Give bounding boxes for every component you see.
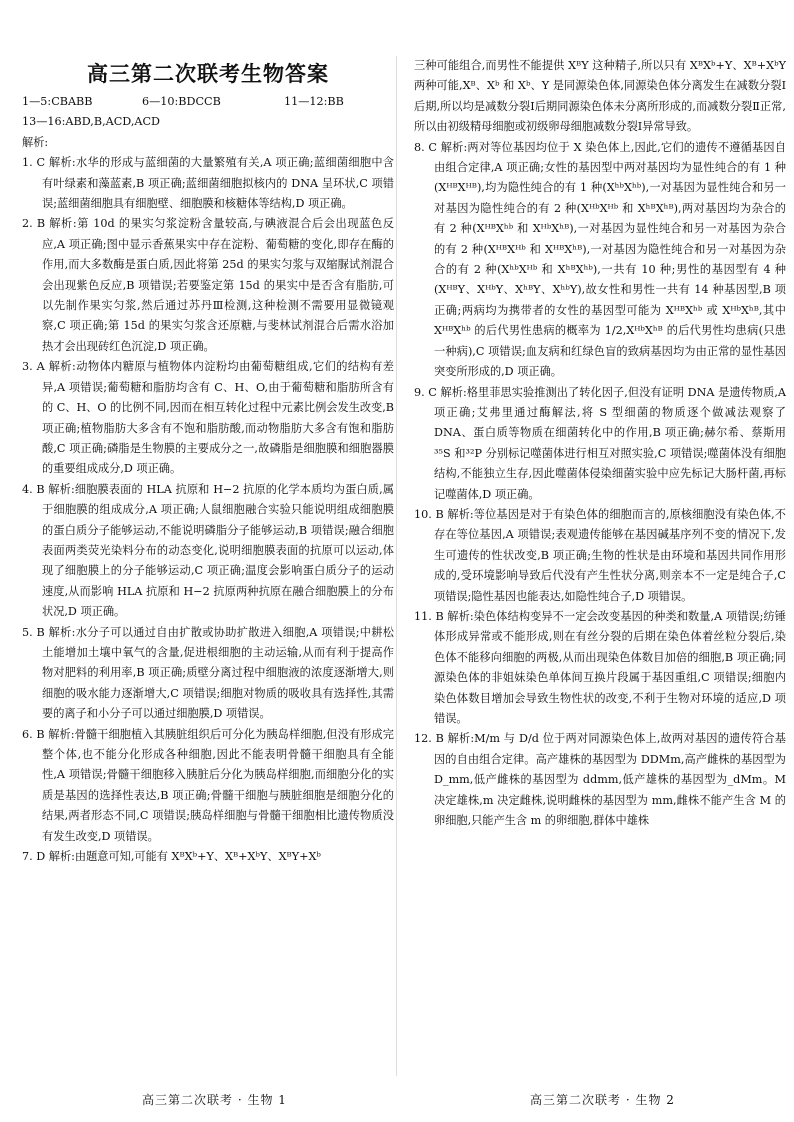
analysis-item-11: 11. B 解析:染色体结构变异不一定会改变基因的种类和数量,A 项错误;纺锤体形成异常或不能形成,则在有丝分裂的后期在染色体着丝粒分裂后,染色体不能移向细胞的两极,从而出现染色体数目加倍的细胞,B 项正确;同源染色体的非姐妹染色单体间互换片段属于基因重组,C 项错误;细胞内染色体数目增加会导致生物性状的改变,不利于生物对环境的适应,D 项错误。 [414, 609, 786, 725]
column-divider [396, 56, 397, 1076]
analysis-item-3: 3. A 解析:动物体内糖原与植物体内淀粉均由葡萄糖组成,它们的结构有差异,A 项错误;葡萄糖和脂肪均含有 C、H、O,由于葡萄糖和脂肪所含有的 C、H、O 的比例不同,因而在相互转化过程中元素比例会发生改变,B 项正确;植物脂肪大多含有不饱和脂肪酸,而动物脂肪大多含有饱和脂肪酸,C 项正确;磷脂是生物膜的主要成分之一,故磷脂是细胞膜和细胞器膜的重要组成成分,D 项正确。 [22, 360, 394, 476]
analysis-item-7-continued: 三种可能组合,而男性不能提供 XᴮY 这种精子,所以只有 XᴮXᵇ+Y、Xᴮ+XᵇY 两种可能,Xᴮ、Xᵇ 和 Xᵇ、Y 是同源染色体,同源染色体分离发生在减数分裂Ⅰ后期,所以均是减数分裂Ⅰ后期同源染色体未分离所形成的,而减数分裂Ⅱ正常,所以由初级精母细胞或初级卵母细胞减数分裂Ⅰ异常导致。 [414, 59, 786, 134]
analysis-item-2: 2. B 解析:第 10d 的果实匀浆淀粉含量较高,与碘液混合后会出现蓝色反应,A 项正确;图中显示香蕉果实中存在淀粉、葡萄糖的变化,即存在酶的作用,而大多数酶是蛋白质,因此将第 25d 的果实匀浆与双缩脲试剂混合会出现紫色反应,B 项错误;若要鉴定第 15d 的果实中是否含有脂肪,可以先制作果实匀浆,然后通过苏丹Ⅲ检测,这种检测不需要用显微镜观察,C 项正确;第 15d 的果实匀浆含还原糖,与斐林试剂混合后需水浴加热才会出现砖红色沉淀,D 项正确。 [22, 217, 394, 353]
footer-page-2: 高三第二次联考 · 生物 2 [530, 1093, 675, 1107]
answer-key-11-12: 11—12:BB [284, 95, 344, 108]
analysis-item-9: 9. C 解析:格里菲思实验推测出了转化因子,但没有证明 DNA 是遗传物质,A 项正确;艾弗里通过酶解法,将 S 型细菌的物质逐个做减法观察了 DNA、蛋白质等物质在细菌转化中的作用,B 项正确;赫尔希、蔡斯用³⁵S 和³²P 分别标记噬菌体进行相互对照实验,C 项错误;噬菌体没有细胞结构,不能独立生存,因此噬菌体侵染细菌实验中应先标记大肠杆菌,再标记噬菌体,D 项正确。 [414, 385, 786, 501]
right-column [414, 56, 786, 831]
footer-page-1: 高三第二次联考 · 生物 1 [142, 1093, 287, 1107]
analysis-label: 解析: [22, 135, 49, 149]
analysis-item-1: 1. C 解析:水华的形成与蓝细菌的大量繁殖有关,A 项正确;蓝细菌细胞中含有叶绿素和藻蓝素,B 项正确;蓝细菌细胞拟核内的 DNA 呈环状,C 项错误;蓝细菌细胞具有细胞壁、细胞膜和核糖体等结构,D 项正确。 [22, 156, 394, 211]
analysis-item-8: 8. C 解析:两对等位基因均位于 X 染色体上,因此,它们的遗传不遵循基因自由组合定律,A 项正确;女性的基因型中两对基因均为显性纯合的有 1 种(XᴴᴮXᴴᴮ),均为隐性纯合的有 1 种(XʰᵇXʰᵇ),一对基因为显性纯合和另一对基因为隐性纯合的有 2 种(XᴴᵇXᴴᵇ 和 XʰᴮXʰᴮ),两对基因均为杂合的有 2 种(XᴴᴮXʰᵇ 和 XᴴᵇXʰᴮ),一对基因为显性纯合和另一对基因为杂合的有 2 种(XᴴᴮXᴴᵇ 和 XᴴᴮXʰᴮ),一对基因为隐性纯合和另一对基因为杂合的有 2 种(XʰᵇXᴴᵇ 和 XʰᴮXʰᵇ),一共有 10 种;男性的基因型有 4 种(XᴴᴮY、XᴴᵇY、XʰᴮY、XʰᵇY),故女性和男性一共有 14 种基因型,B 项正确;两病均为携带者的女性的基因型可能为 XᴴᴮXʰᵇ 或 XᴴᵇXʰᴮ,其中 XᴴᴮXʰᵇ 的后代男性患病的概率为 1/2,XᴴᵇXʰᴮ 的后代男性均患病(只患一种病),C 项错误;血友病和红绿色盲的致病基因均为由正常的显性基因突变所形成的,D 项正确。 [414, 140, 786, 379]
analysis-item-10: 10. B 解析:等位基因是对于有染色体的细胞而言的,原核细胞没有染色体,不存在等位基因,A 项错误;表观遗传能够在基因碱基序列不变的情况下,发生可遗传的性状改变,B 项正确;生物的性状是由环境和基因共同作用形成的,受环境影响导致后代没有产生性状分离,则亲本不一定是纯合子,C 项错误;隐性基因也能表达,如隐性纯合子,D 项错误。 [414, 507, 786, 603]
answer-keys-row-1 [22, 92, 394, 112]
analysis-item-5: 5. B 解析:水分子可以通过自由扩散或协助扩散进入细胞,A 项错误;中耕松土能增加土壤中氧气的含量,促进根细胞的主动运输,从而有利于提高作物对肥料的利用率,B 项正确;质壁分离过程中细胞液的浓度逐渐增大,则细胞的吸水能力逐渐增大,C 项错误;细胞对物质的吸收具有选择性,其需要的离子和小分子可以通过细胞膜,D 项错误。 [22, 625, 394, 721]
analysis-item-4: 4. B 解析:细胞膜表面的 HLA 抗原和 H−2 抗原的化学本质均为蛋白质,属于细胞膜的组成成分,A 项正确;人鼠细胞融合实验只能说明组成细胞膜的蛋白质分子能够运动,不能说明磷脂分子能够运动,B 项错误;融合细胞表面两类荧光染料分布的动态变化,说明细胞膜表面的抗原可以运动,体现了细胞膜上的分子能够运动,C 项正确;温度会影响蛋白质分子的运动速度,从而影响 HLA 抗原和 H−2 抗原两种抗原在融合细胞膜上的分布状况,D 项正确。 [22, 482, 394, 619]
left-column [22, 60, 394, 867]
answer-keys [22, 92, 394, 133]
analysis-item-6: 6. B 解析:骨髓干细胞植入其胰脏组织后可分化为胰岛样细胞,但没有形成完整个体,也不能分化形成各种细胞,因此不能表明骨髓干细胞具有全能性,A 项错误;骨髓干细胞移入胰脏后分化为胰岛样细胞,而细胞分化的实质是基因的选择性表达,B 项正确;骨髓干细胞与胰脏细胞是细胞分化的结果,两者形态不同,C 项错误;胰岛样细胞与骨髓干细胞相比遗传物质没有发生改变,D 项错误。 [22, 727, 394, 843]
answer-keys-row-2: 13—16:ABD,B,ACD,ACD [22, 115, 161, 129]
answer-key-6-10: 6—10:BDCCB [142, 95, 221, 108]
analysis-item-7: 7. D 解析:由题意可知,可能有 XᴮXᵇ+Y、Xᴮ+XᵇY、XᴮY+Xᵇ [22, 850, 321, 864]
answer-key-1-5: 1—5:CBABB [22, 95, 93, 108]
analysis-item-12: 12. B 解析:M/m 与 D/d 位于两对同源染色体上,故两对基因的遗传符合基因的自由组合定律。高产雄株的基因型为 DDMm,高产雌株的基因型为 D_mm,低产雌株的基因型为 ddmm,低产雄株的基因型为_dMm。M 决定雄株,m 决定雌株,说明雌株的基因型为 mm,雌株不能产生含 M 的卵细胞,只能产生含 m 的卵细胞,群体中雄株 [414, 732, 786, 828]
page-title: 高三第二次联考生物答案 [87, 62, 329, 86]
